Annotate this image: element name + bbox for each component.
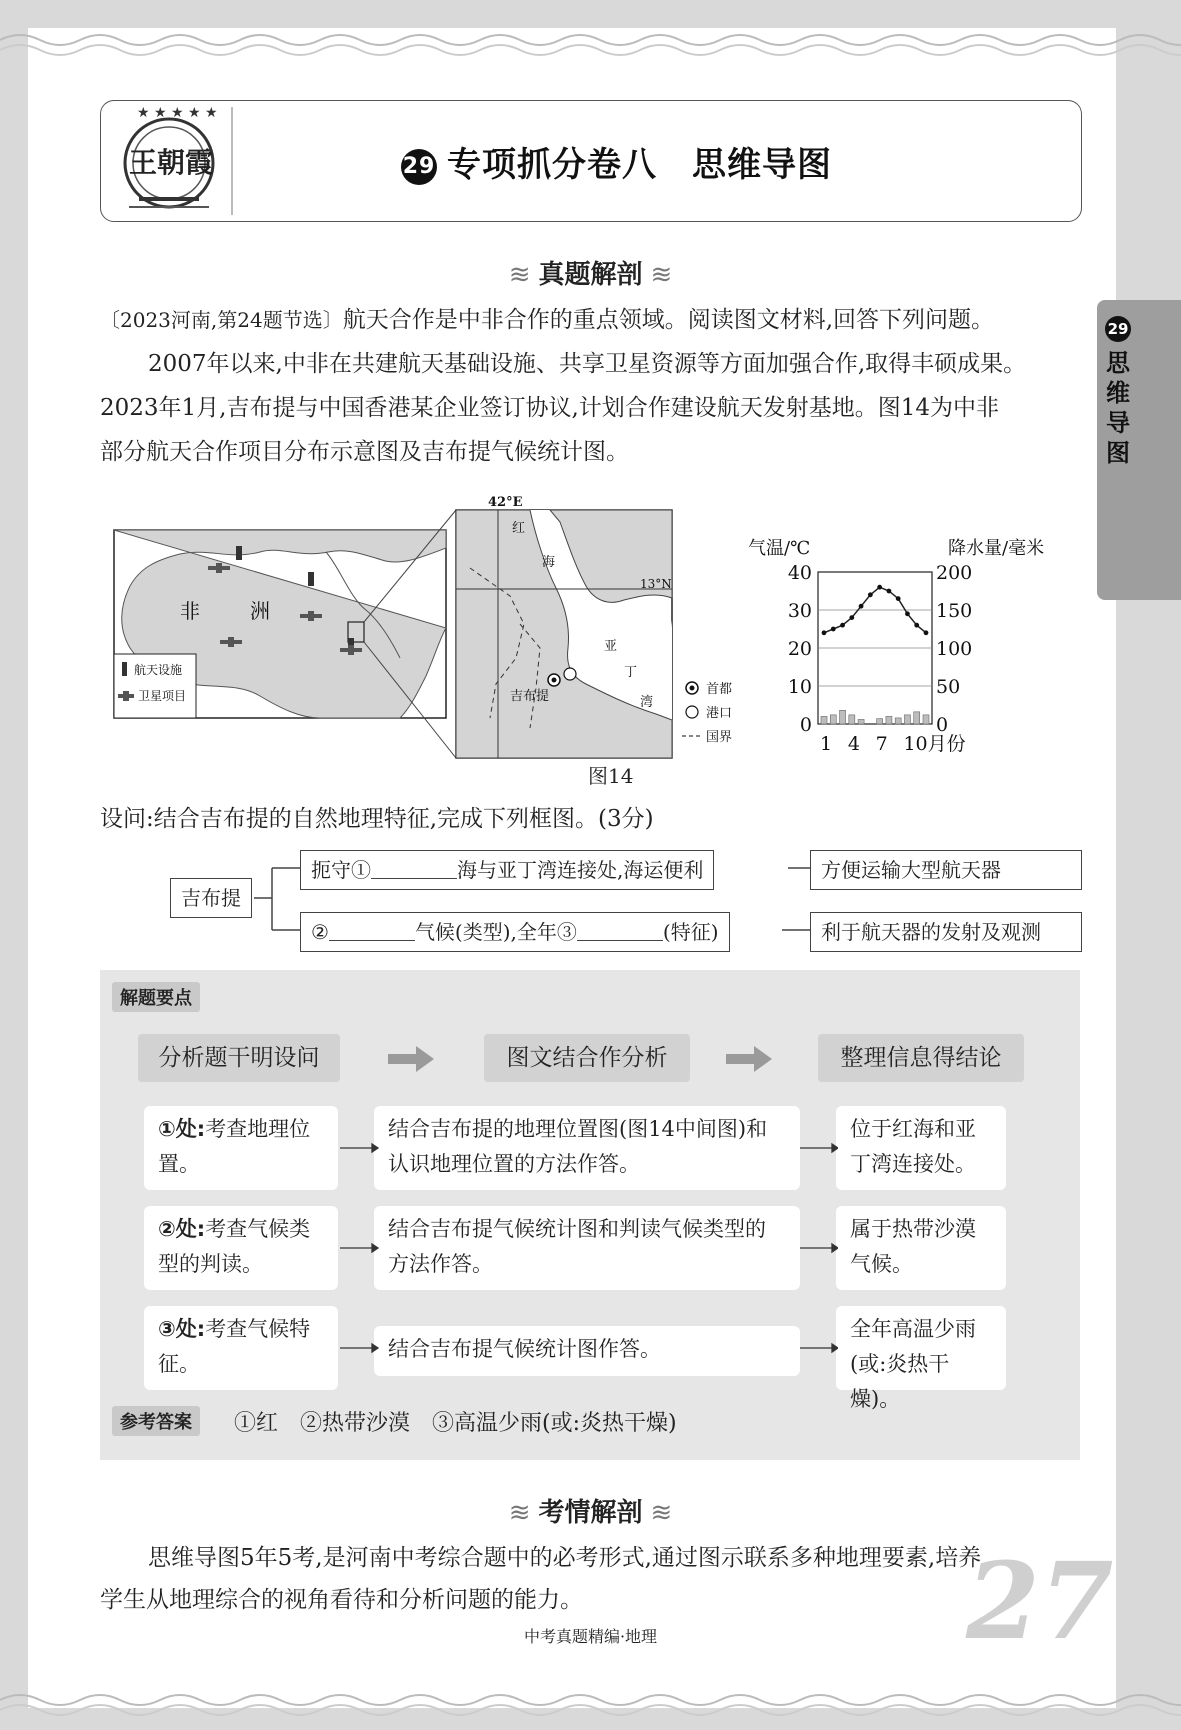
svg-text:★ ★ ★ ★ ★: ★ ★ ★ ★ ★ xyxy=(137,107,218,121)
legend-facility: 航天设施 xyxy=(134,663,183,677)
left-tick-label: 10 xyxy=(787,676,812,698)
precipitation-bar xyxy=(821,716,827,724)
climate-chart xyxy=(748,538,1044,755)
precipitation-bar xyxy=(895,718,901,724)
temperature-point xyxy=(831,627,836,632)
inset-latitude: 13°N xyxy=(640,577,672,591)
chart-ylabel-right: 降水量/毫米 xyxy=(948,538,1045,559)
cell-head: ③处: xyxy=(158,1317,206,1341)
legend-border: 国界 xyxy=(706,730,733,745)
temperature-point xyxy=(914,623,919,628)
chapter-side-tab[interactable] xyxy=(1097,300,1181,600)
logo-divider xyxy=(231,107,233,215)
legend-satellite: 卫星项目 xyxy=(138,689,187,703)
chart-ylabel-left: 气温/℃ xyxy=(748,538,811,559)
temperature-point xyxy=(924,630,929,635)
frame-row2-mid: 气候(类型),全年③ xyxy=(414,920,577,944)
page-title xyxy=(401,137,832,186)
page-header xyxy=(100,100,1082,222)
answer-blank-2[interactable] xyxy=(329,920,415,941)
temperature-point xyxy=(868,592,873,597)
port-icon xyxy=(564,668,576,680)
cell-text: 考查气候类型的判读。 xyxy=(158,1217,311,1276)
section-title: 考情解剖 xyxy=(538,1498,643,1528)
conclusion-cell-1: 位于红海和亚丁湾连接处。 xyxy=(836,1106,1006,1190)
inset-gulf-char-1: 亚 xyxy=(604,639,618,654)
left-tick-label: 20 xyxy=(787,638,812,660)
precipitation-bar xyxy=(858,719,864,724)
left-tick-label: 0 xyxy=(799,714,812,736)
question-source: 〔2023河南,第24题节选〕 xyxy=(100,308,343,332)
inset-city-label: 吉布提 xyxy=(510,689,550,704)
wave-icon: ≋ xyxy=(650,1498,673,1528)
wave-icon: ≋ xyxy=(508,1498,531,1528)
x-tick-label: 4 xyxy=(847,733,860,755)
figure-14 xyxy=(100,488,1085,788)
cell-head: ②处: xyxy=(158,1217,206,1241)
inset-longitude: 42°E xyxy=(488,495,523,510)
method-cell-2: 结合吉布提气候统计图和判读气候类型的方法作答。 xyxy=(374,1206,800,1290)
answer-blank-3[interactable] xyxy=(577,920,663,941)
frame-row1-pre: 扼守① xyxy=(311,858,371,882)
frame-row1-post: 海与亚丁湾连接处,海运便利 xyxy=(457,858,704,882)
precipitation-bar xyxy=(877,719,883,724)
precipitation-bar xyxy=(830,715,836,724)
side-tab-label: 思维导图 xyxy=(1106,349,1130,467)
x-tick-label: 7 xyxy=(875,733,888,755)
temperature-point xyxy=(840,623,845,628)
step-header-1: 分析题干明设问 xyxy=(138,1034,340,1082)
solution-panel xyxy=(100,970,1080,1460)
temperature-point xyxy=(859,604,864,609)
footer-text: 中考真题精编·地理 xyxy=(523,1627,658,1646)
temperature-point xyxy=(896,596,901,601)
inset-sea-char-2: 海 xyxy=(542,555,556,570)
x-tick-label: 10月份 xyxy=(903,733,966,755)
cell-head: ①处: xyxy=(158,1117,206,1141)
cell-text: 考查地理位置。 xyxy=(158,1117,311,1176)
x-tick-label: 1 xyxy=(820,733,833,755)
conclusion-cell-3: 全年高温少雨(或:炎热干燥)。 xyxy=(836,1306,1006,1390)
africa-map xyxy=(114,530,446,718)
answer-tag: 参考答案 xyxy=(112,1406,200,1436)
conclusion-cell-2: 属于热带沙漠气候。 xyxy=(836,1206,1006,1290)
temperature-point xyxy=(849,615,854,620)
precipitation-bar xyxy=(914,712,920,724)
title-text: 专项抓分卷八 思维导图 xyxy=(447,145,832,185)
temperature-point xyxy=(887,589,892,594)
precipitation-bar xyxy=(840,710,846,724)
intro-line-1 xyxy=(100,300,1085,341)
analysis-cell-1 xyxy=(144,1106,338,1190)
intro-text-1: 航天合作是中非合作的重点领域。阅读图文材料,回答下列问题。 xyxy=(342,307,995,333)
frame-row2-post: (特征) xyxy=(662,920,719,944)
inset-sea-char-1: 红 xyxy=(512,521,526,536)
frame-row2-result: 利于航天器的发射及观测 xyxy=(810,912,1082,952)
wave-icon: ≋ xyxy=(508,260,531,290)
section-title: 真题解剖 xyxy=(538,260,643,290)
right-tick-label: 50 xyxy=(936,676,961,698)
method-cell-3: 结合吉布提气候统计图作答。 xyxy=(374,1326,800,1376)
side-tab-number: 29 xyxy=(1105,316,1131,342)
panel-arrows xyxy=(338,1106,838,1396)
left-tick-label: 40 xyxy=(787,562,812,584)
top-wave-border xyxy=(0,0,1181,60)
legend-capital: 首都 xyxy=(706,682,733,697)
frame-row2-reason xyxy=(300,912,730,952)
intro-line-2: 2007年以来,中非在共建航天基础设施、共享卫星资源等方面加强合作,取得丰硕成果。 xyxy=(148,351,1027,377)
step-header-3: 整理信息得结论 xyxy=(818,1034,1024,1082)
frame-row1-reason xyxy=(300,850,714,890)
map-label-zhou: 洲 xyxy=(250,599,270,623)
title-number: 29 xyxy=(401,149,437,185)
question-text: 设问:结合吉布提的自然地理特征,完成下列框图。(3分) xyxy=(100,806,654,832)
precipitation-bar xyxy=(886,716,892,724)
arrow-icon xyxy=(388,1044,436,1074)
page-number: 27 xyxy=(966,1538,1114,1663)
intro-line-4: 部分航天合作项目分布示意图及吉布提气候统计图。 xyxy=(100,439,629,465)
legend-port: 港口 xyxy=(706,706,733,721)
precipitation-bar xyxy=(904,715,910,724)
temperature-point xyxy=(905,611,910,616)
answer-blank-1[interactable] xyxy=(371,858,457,879)
figure-caption: 图14 xyxy=(588,764,634,788)
analysis-cell-3 xyxy=(144,1306,338,1390)
frame-root: 吉布提 xyxy=(170,878,252,918)
section-heading-kaoqing xyxy=(0,1492,1181,1529)
right-tick-label: 150 xyxy=(936,600,973,622)
map-label-fei: 非 xyxy=(180,599,200,623)
step-header-2: 图文结合作分析 xyxy=(484,1034,690,1082)
arrow-icon xyxy=(726,1044,774,1074)
frame-row1-result: 方便运输大型航天器 xyxy=(810,850,1082,890)
inset-legend xyxy=(682,681,732,745)
inset-gulf-char-3: 湾 xyxy=(640,695,654,710)
method-cell-1: 结合吉布提的地理位置图(图14中间图)和认识地理位置的方法作答。 xyxy=(374,1106,800,1190)
djibouti-inset-map xyxy=(456,495,672,758)
analysis-cell-2 xyxy=(144,1206,338,1290)
left-tick-label: 30 xyxy=(787,600,812,622)
temperature-point xyxy=(822,630,827,635)
bottom-wave-border xyxy=(0,1690,1181,1730)
inset-gulf-char-2: 丁 xyxy=(624,665,638,680)
wave-icon: ≋ xyxy=(650,260,673,290)
precipitation-bar xyxy=(923,715,929,724)
reference-answer: ①红 ②热带沙漠 ③高温少雨(或:炎热干燥) xyxy=(234,1411,677,1436)
frame-row2-pre: ② xyxy=(311,920,329,944)
right-tick-label: 0 xyxy=(936,714,949,736)
right-tick-label: 100 xyxy=(936,638,973,660)
outro-line-1: 思维导图5年5考,是河南中考综合题中的必考形式,通过图示联系多种地理要素,培养 xyxy=(148,1545,982,1571)
intro-line-3: 2023年1月,吉布提与中国香港某企业签订协议,计划合作建设航天发射基地。图14为中非 xyxy=(100,395,1000,421)
precipitation-bar xyxy=(849,715,855,724)
logo-text: 王朝霞 xyxy=(129,146,214,179)
temperature-point xyxy=(877,585,882,590)
panel-tag: 解题要点 xyxy=(112,982,200,1012)
cell-text: 考查气候特征。 xyxy=(158,1317,311,1376)
section-heading-zhenti xyxy=(0,254,1181,291)
outro-line-2: 学生从地理综合的视角看待和分析问题的能力。 xyxy=(100,1587,583,1613)
right-tick-label: 200 xyxy=(936,562,973,584)
